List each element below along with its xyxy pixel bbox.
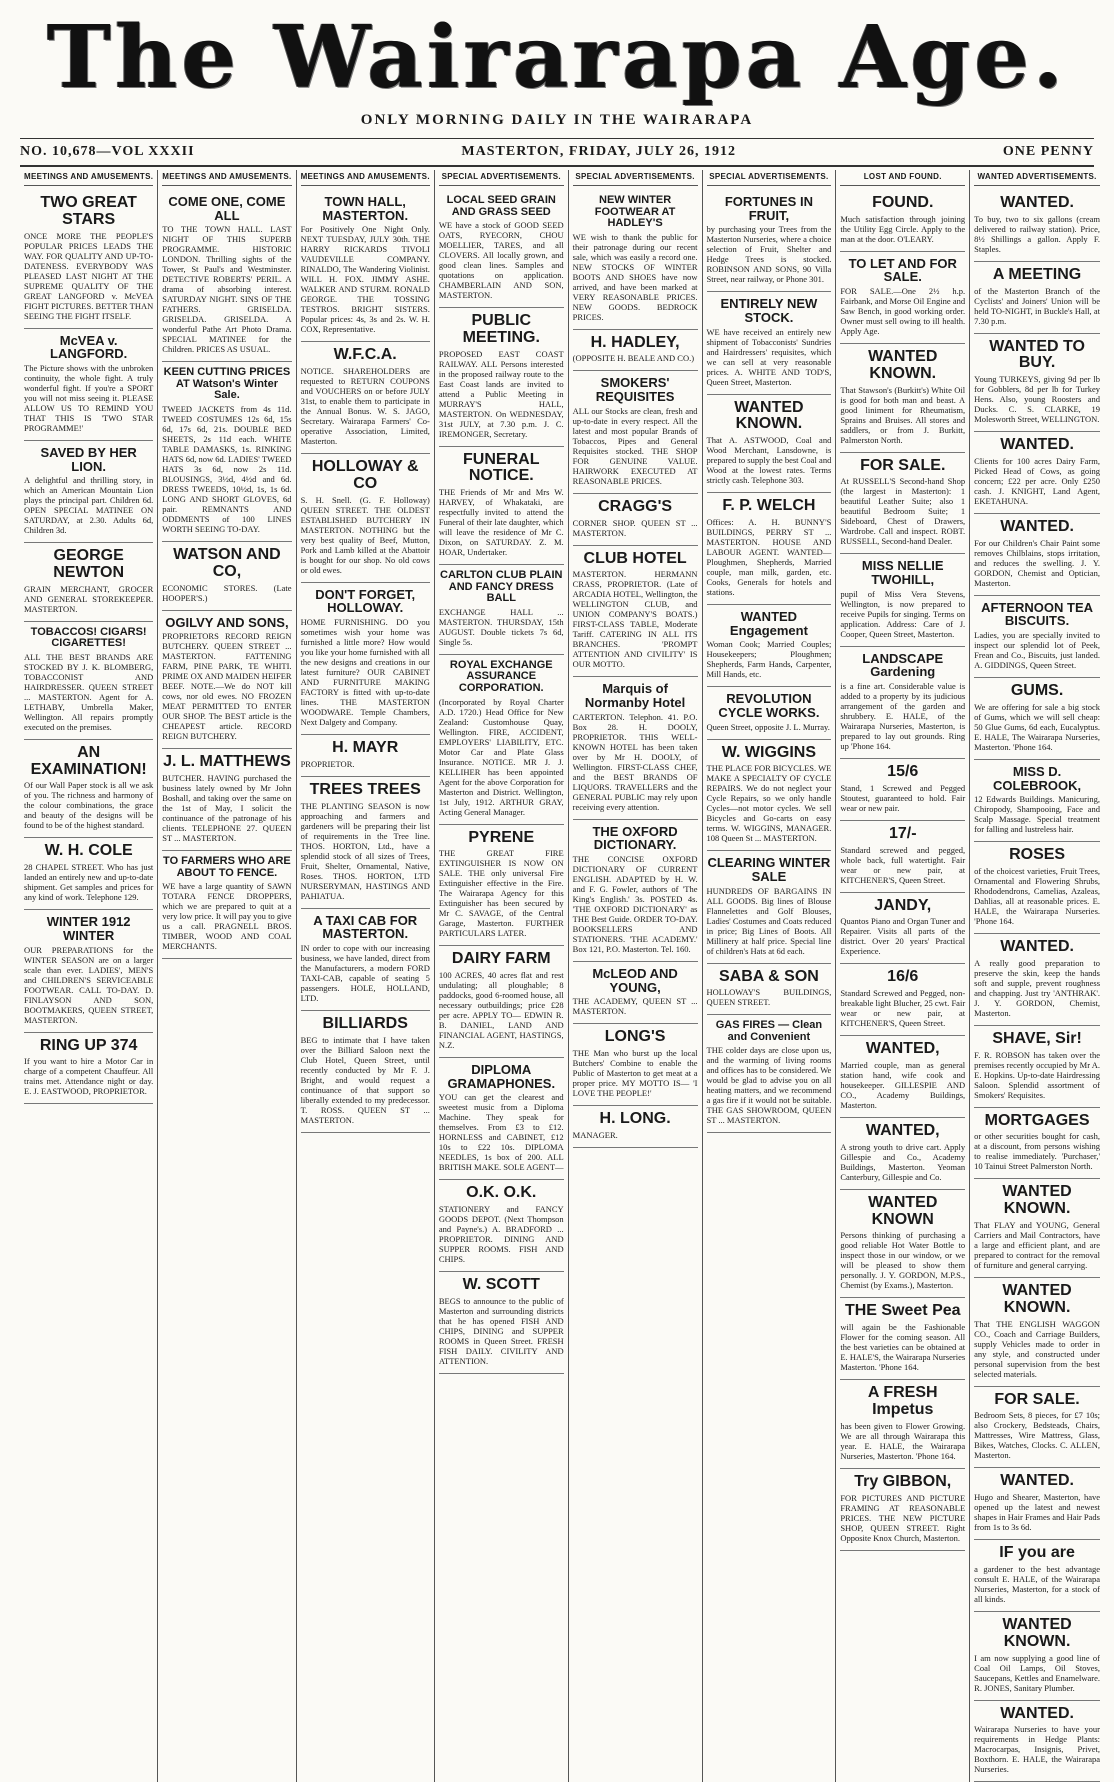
advertisement	[573, 330, 698, 372]
ad-headline: Try GIBBON,	[840, 1474, 965, 1491]
ad-body: PROPRIETORS RECORD REIGN BUTCHERY. QUEEN STREET ... MASTERTON. FATTENING FARM, PINE PARK, TE WHITI. PRIME OX AND MAIDEN HEIFER BEEF. NOTE.—We do NOT kill cows, nor old ewes. NO FROZEN MEAT PERMITTED TO ENTER OUR SHOP. The BEST article is the CHEAPEST article. RECORD REIGN BUTCHERY.	[162, 631, 291, 741]
ad-headline: IF you are	[974, 1545, 1100, 1562]
advertisement	[707, 395, 832, 494]
ad-headline: WANTED TO BUY.	[974, 339, 1100, 373]
ad-body: has been given to Flower Growing. We are all through Wairarapa this year. E. HALE, the Wairarapa Nurseries, Masterton. 'Phone 164.	[840, 1421, 965, 1461]
ad-headline: WANTED KNOWN.	[974, 1184, 1100, 1218]
issue-number: NO. 10,678—VOL XXXII	[20, 144, 195, 160]
advertisement	[24, 190, 153, 329]
advertisement	[974, 678, 1100, 760]
ad-body: I am now supplying a good line of Coal Oil Lamps, Oil Stoves, Saucepans, Kettles and Enamelware. R. JONES, Sanitary Plumber.	[974, 1653, 1100, 1693]
advertisement	[840, 1469, 965, 1551]
advertisement	[24, 622, 153, 740]
ad-headline: CLEARING WINTER SALE	[707, 856, 832, 883]
ad-headline: SABA & SON	[707, 969, 832, 986]
ad-headline: JANDY,	[840, 898, 965, 915]
ad-body: a gardener to the best advantage consult E. HALE, of the Wairarapa Nurseries, Masterton, for a stock of all kinds.	[974, 1564, 1100, 1604]
ad-body: 12 Edwards Buildings. Manicuring, Chiropody, Shampooing, Face and Scalp Massage. Special treatment for falling and lustreless hair.	[974, 794, 1100, 834]
column-heading: MEETINGS AND AMUSEMENTS.	[162, 170, 291, 186]
ad-headline: MISS D. COLEBROOK,	[974, 765, 1100, 792]
advertisement	[840, 554, 965, 646]
advertisement	[840, 1298, 965, 1380]
ad-headline: W.F.C.A.	[301, 347, 430, 364]
newspaper-subtitle: ONLY MORNING DAILY IN THE WAIRARAPA	[0, 112, 1114, 129]
ad-headline: WANTED.	[974, 939, 1100, 956]
ad-body: Stand, 1 Screwed and Pegged Stoutest, guaranteed to hold. Fair wear or new pair.	[840, 783, 965, 813]
advertisement	[301, 777, 430, 909]
advertisement	[840, 759, 965, 821]
ad-body: THE PLANTING SEASON is now approaching and farmers and gardeners will be preparing their list of requirements in the Tree line. THOS. HORTON, Ltd., have a splendid stock of all sizes of Trees, Fruit, Shelter, Ornamental, Native, Roses. THOS. HORTON, LTD NURSERYMAN, HASTINGS AND PAHIATUA.	[301, 801, 430, 901]
ad-body: by purchasing your Trees from the Masterton Nurseries, where a choice selection of Fruit, Shelter and Hedge Trees is stocked. ROBINSON AND SONS, 90 Villa Street, near railway, or Phone 301.	[707, 224, 832, 284]
advertisement	[974, 514, 1100, 596]
ad-body: OUR PREPARATIONS for the WINTER SEASON are on a larger scale than ever. LADIES', MEN'S and CHILDREN'S SERVICEABLE FOOTWEAR. CALL TO-DAY. D. FINLAYSON AND SON, BOOTMAKERS, QUEEN STREET, MASTERTON.	[24, 945, 153, 1025]
advertisement	[24, 910, 153, 1032]
ad-headline: AN EXAMINATION!	[24, 745, 153, 779]
advertisement	[840, 893, 965, 965]
advertisement	[840, 964, 965, 1036]
ad-headline: W. H. COLE	[24, 843, 153, 860]
advertisement	[707, 687, 832, 739]
ad-body: will again be the Fashionable Flower for the coming season. All the best varieties can be obtained at E. HALE'S, the Wairarapa Nurseries Masterton. 'Phone 164.	[840, 1322, 965, 1372]
ad-body: FOR SALE.—One 2½ h.p. Fairbank, and Morse Oil Engine and Saw Bench, in good working order. Owner must sell owing to ill health. Apply Age.	[840, 286, 965, 336]
advertisement	[573, 820, 698, 962]
ad-headline: MORTGAGES	[974, 1113, 1100, 1130]
ad-headline: H. LONG.	[573, 1111, 698, 1128]
ad-headline: OGILVY AND SONS,	[162, 616, 291, 630]
advertisement	[974, 934, 1100, 1026]
ad-body: TWEED JACKETS from 4s 11d. TWEED COSTUMES 12s 6d, 15s 6d, 17s 6d, 21s. DOUBLE BED SHEETS, 2s 11d each. WHITE TABLE DAMASKS, 1s. RINKING HATS 6d, now 6d. LADIES' TWEED HATS 3s 6d, now 2s 11d. BLOUSINGS, 3½d, 4½d and 6d. DRESS TWEEDS, 10½d, 1s, 1s 6d. LONG AND SHORT GLOVES, 6d pair. REMNANTS AND ODDMENTS of 100 LINES WORTH SEEING TO-DAY.	[162, 404, 291, 534]
ad-body: Woman Cook; Married Couples; Housekeepers; Ploughmen; Shepherds, Farm Hands, Carpenter, Mill Hands, etc.	[707, 639, 832, 679]
advertisement	[974, 1278, 1100, 1387]
ad-body: Married couple, man as general station hand, wife cook and housekeeper. GILLESPIE AND CO., Academy Buildings, Masterton.	[840, 1060, 965, 1110]
ad-body: PROPRIETOR.	[301, 759, 430, 769]
ad-body: We are offering for sale a big stock of Gums, which we will sell cheap: 50 Glue Gums, 6d each, Eucalyptus. E. HALE, The Wairarapa Nurseries, Masterton. 'Phone 164.	[974, 702, 1100, 752]
ad-headline: WANTED.	[974, 1706, 1100, 1723]
ad-body: BEG to intimate that I have taken over the Billiard Saloon next the Club Hotel, Queen Street, until recently conducted by Mr F. J. Bright, and would request a continuance of that support so liberally extended to my predecessor. T. ROSS. QUEEN ST ... MASTERTON.	[301, 1035, 430, 1125]
ad-headline: McVEA v. LANGFORD.	[24, 334, 153, 361]
ad-body: The Picture shows with the unbroken continuity, the whole fight. A truly wonderful fight. If you're a SPORT you will not miss seeing it. PLEASE ALLOW US TO REMIND YOU THAT THIS IS 'TWO STAR PROGRAMME!'	[24, 363, 153, 433]
ad-body: Wairarapa Nurseries to have your requirements in Hedge Plants: Macrocarpas, Insignis, Privet, Boxthorn. E. HALE, the Wairarapa Nurseries.	[974, 1724, 1100, 1774]
advertisement	[301, 1011, 430, 1133]
advertisement	[840, 1380, 965, 1469]
ad-headline: TOWN HALL, MASTERTON.	[301, 195, 430, 222]
ad-headline: ROYAL EXCHANGE ASSURANCE CORPORATION.	[439, 660, 564, 695]
ad-headline: BILLIARDS	[301, 1016, 430, 1033]
advertisement	[439, 1058, 564, 1180]
advertisement	[439, 308, 564, 447]
issue-price: ONE PENNY	[1003, 144, 1094, 160]
ad-headline: SHAVE, Sir!	[974, 1031, 1100, 1048]
ad-body: CARTERTON. Telephon. 41. P.O. Box 28. H. DOOLY, PROPRIETOR. THIS WELL-KNOWN HOTEL has been taken over by Mr H. DOOLY, of Wellington. FIRST-CLASS CHEF, and the BEST BRANDS OF LIQUORS. TRAVELLERS and the GENERAL PUBLIC may rely upon receiving every attention.	[573, 712, 698, 812]
ad-headline: WANTED KNOWN	[840, 1195, 965, 1229]
ad-body: FOR PICTURES AND PICTURE FRAMING AT REASONABLE PRICES. THE NEW PICTURE SHOP, QUEEN STREET. Right Opposite Knox Church, Masterton.	[840, 1493, 965, 1543]
ad-body: WE have received an entirely new shipment of Tobacconists' Sundries and Hairdressers' requisites, which we can sell at very reasonable prices. A. WHITE AND TOD'S, Queen Street, Masterton.	[707, 327, 832, 387]
ad-headline: WATSON AND CO,	[162, 547, 291, 581]
ad-headline: FUNERAL NOTICE.	[439, 452, 564, 486]
ad-body: 100 ACRES, 40 acres flat and rest undulating; all ploughable; 8 paddocks, good 6-roomed house, all necessary outbuildings; price £28 per acre. APPLY TO— EDWIN R. B. DANIEL, LAND AND FINANCIAL AGENT, HASTINGS, N.Z.	[439, 970, 564, 1050]
ad-headline: MISS NELLIE TWOHILL,	[840, 559, 965, 586]
ad-headline: 17/-	[840, 826, 965, 843]
ad-headline: FOR SALE.	[974, 1392, 1100, 1409]
advertisement	[439, 655, 564, 825]
advertisement	[707, 851, 832, 963]
ad-body: TO THE TOWN HALL. LAST NIGHT OF THIS SUPERB PROGRAMME. HISTORIC LONDON. Thrilling sights of the Tower, St Paul's and Westminster. DETECTIVE ROBERTS' PERIL. A drama of absorbing interest. SATURDAY NIGHT. SINS OF THE FATHERS. GRISELDA. GRISELDA. GRISELDA. A wonderful Pathe Art Photo Drama. SPECIAL MATINEE for the Children. PRICES AS USUAL.	[162, 224, 291, 354]
advertisement	[24, 329, 153, 441]
column-4	[435, 170, 569, 1782]
ad-headline: WANTED Engagement	[707, 610, 832, 637]
ad-body: or other securities bought for cash, at a discount, from persons wishing to realise immediately. 'Purchaser,' 10 Tainui Street Palmerston North.	[974, 1131, 1100, 1171]
advertisement	[162, 190, 291, 362]
ad-body: Offices: A. H. BUNNY'S BUILDINGS, PERRY ST ... MASTERTON. HOUSE AND LABOUR AGENT. WANTED— Ploughmen, Shepherds, Married couple, man milk, garden, etc. Cooks, Generals for hotels and stations.	[707, 517, 832, 597]
ad-body: Of our Wall Paper stock is all we ask of you. The richness and harmony of the colour combinations, the grace and beauty of the designs will be found to be of the highest standard.	[24, 780, 153, 830]
ad-body: NOTICE. SHAREHOLDERS are requested to RETURN COUPONS and VOUCHERS on or before JULY 31st, to enable them to participate in the Annual Bonus. W. S. JAGO, Secretary. Wairarapa Farmers' Co-operative Association, Limited, Masterton.	[301, 366, 430, 446]
ad-headline: THE OXFORD DICTIONARY.	[573, 825, 698, 852]
ad-body: S. H. Snell. (G. F. Holloway) QUEEN STREET. THE OLDEST ESTABLISHED BUTCHERY IN MASTERTON. NOTHING but the very best quality of Beef, Mutton, Pork and Lamb killed at the Abattoir is bought for our shop. No old cows or old ewes.	[301, 495, 430, 575]
ad-body: ALL our Stocks are clean, fresh and up-to-date in every respect. All the latest and most popular Brands of Tobaccos, Pipes and General Requisites stocked. THE SHOP FOR GENUINE VALUE. HAIRWORK EXECUTED AT REASONABLE PRICES.	[573, 406, 698, 486]
ad-headline: WANTED.	[974, 1473, 1100, 1490]
column-heading: SPECIAL ADVERTISEMENTS.	[573, 170, 698, 186]
ad-headline: DIPLOMA GRAMAPHONES.	[439, 1063, 564, 1090]
ad-headline: H. MAYR	[301, 740, 430, 757]
ad-headline: SMOKERS' REQUISITES	[573, 376, 698, 403]
column-heading: WANTED ADVERTISEMENTS.	[974, 170, 1100, 186]
advertisement	[840, 1118, 965, 1190]
ad-body: of the Masterton Branch of the Cyclists' and Joiners' Union will be held TO-NIGHT, in Buckle's Hall, at 7.30 p.m.	[974, 286, 1100, 326]
ad-body: Standard screwed and pegged, whole back, full watertight. Fair wear or new pair, at KITCHENER'S, Queen Street.	[840, 845, 965, 885]
advertisement	[573, 677, 698, 819]
advertisement	[707, 740, 832, 852]
ad-body: Young TURKEYS, giving 9d per lb for Gobblers, 8d per lb for Turkey Hens. Also, young Roosters and Ducks. C. S. CLARKE, 19 Molesworth Street, WELLINGTON.	[974, 374, 1100, 424]
ad-body: At RUSSELL'S Second-hand Shop (the largest in Masterton): 1 beautiful Leather Suite; also 1 beautiful Bedroom Suite; 1 Sideboard, Chest of Drawers, Wardrobe. Call and inspect. ROBT. RUSSELL, Second-hand Dealer.	[840, 476, 965, 546]
advertisement	[24, 543, 153, 622]
ad-headline: HOLLOWAY & CO	[301, 459, 430, 493]
column-6	[703, 170, 837, 1782]
ad-headline: AFTERNOON TEA BISCUITS.	[974, 601, 1100, 628]
advertisement	[573, 494, 698, 546]
advertisement	[24, 740, 153, 839]
ad-headline: 15/6	[840, 764, 965, 781]
dateline	[20, 138, 1094, 167]
ad-headline: TREES TREES	[301, 782, 430, 799]
advertisement	[707, 292, 832, 394]
advertisement	[974, 432, 1100, 514]
ad-body: WE have a stock of GOOD SEED OATS, RYECORN, CHOU MOELLIER, TARES, and all CLOVERS. All locally grown, and good clean lines. Samples and quotations on application. CHAMBERLAIN AND SON, MASTERTON.	[439, 220, 564, 300]
ad-body: STATIONERY and FANCY GOODS DEPOT. (Next Thompson and Payne's.) A. BRADFORD ... PROPRIETOR. DINING AND SUPPER ROOMS. FISH AND CHIPS.	[439, 1204, 564, 1264]
advertisement	[974, 760, 1100, 842]
advertisement	[974, 1179, 1100, 1278]
advertisement	[24, 1033, 153, 1105]
masthead	[0, 8, 1114, 129]
advertisement	[707, 1015, 832, 1133]
advertisement	[974, 334, 1100, 433]
advertisement	[840, 647, 965, 759]
ad-body: MANAGER.	[573, 1130, 698, 1140]
advertisement	[974, 1540, 1100, 1612]
ad-body: pupil of Miss Vera Stevens, Wellington, is now prepared to receive Pupils for singing. Terms on application. Address: Care of J. Cooper, Queen Street, Masterton.	[840, 589, 965, 639]
column-heading: LOST AND FOUND.	[840, 170, 965, 186]
column-2	[158, 170, 296, 1782]
advertisement	[840, 190, 965, 252]
advertisement	[573, 190, 698, 330]
ad-body: WE have a large quantity of SAWN TOTARA FENCE DROPPERS, which we are prepared to quit at a very low price. It will pay you to give us a call. PRAGNELL BROS. TIMBER, WOOD AND COAL MERCHANTS.	[162, 881, 291, 951]
ad-headline: J. L. MATTHEWS	[162, 754, 291, 771]
advertisement	[439, 565, 564, 655]
ad-body: A really good preparation to preserve the skin, keep the hands soft and supple, prevent roughness and chapping. Just try 'ANTHRAK'. J. Y. GORDON, Chemist, Masterton.	[974, 958, 1100, 1018]
advertisement	[24, 441, 153, 543]
ad-headline: WANTED KNOWN.	[840, 349, 965, 383]
issue-date: MASTERTON, FRIDAY, JULY 26, 1912	[461, 144, 736, 160]
ad-headline: TOBACCOS! CIGARS! CIGARETTES!	[24, 627, 153, 650]
ad-headline: FOR SALE.	[840, 458, 965, 475]
ad-headline: WANTED KNOWN.	[974, 1283, 1100, 1317]
ad-headline: Marquis of Normanby Hotel	[573, 682, 698, 709]
advertisement	[301, 909, 430, 1011]
ad-body: THE Friends of Mr and Mrs W. HARVEY, of Whakataki, are respectfully invited to attend the Funeral of their late daughter, which will leave the residence of Mr C. Dixon, on SATURDAY. Z. M. HOAR, Undertaker.	[439, 487, 564, 557]
ad-headline: LANDSCAPE Gardening	[840, 652, 965, 679]
ad-headline: GEORGE NEWTON	[24, 548, 153, 582]
ad-body: BUTCHER. HAVING purchased the business lately owned by Mr John Boshall, and taking over the same on the 1st of May, I solicit the continuance of the patronage of his clients. TELEPHONE 27. QUEEN ST ... MASTERTON.	[162, 773, 291, 843]
ad-headline: WANTED KNOWN.	[974, 1617, 1100, 1651]
ad-body: That A. ASTWOOD, Coal and Wood Merchant, Lansdowne, is prepared to supply the best Coal and Wood at the lowest rates. Terms strictly cash. Telephone 303.	[707, 435, 832, 485]
ad-body: IN order to cope with our increasing business, we have landed, direct from the Manufacturers, a modern FORD TAXI-CAB, capable of seating 5 passengers. HOLE, HOLLAND, LTD.	[301, 943, 430, 1003]
advertisement	[974, 842, 1100, 934]
advertisement	[301, 454, 430, 583]
ad-body: Bedroom Sets, 8 pieces, for £7 10s; also Crockery, Bedsteads, Chairs, Mattresses, Wire Mattress, Glass, Bikes, Watches, Clocks. C. ALLEN, Masterton.	[974, 1410, 1100, 1460]
advertisement	[24, 838, 153, 910]
ad-headline: WANTED.	[974, 437, 1100, 454]
ad-headline: CARLTON CLUB PLAIN AND FANCY DRESS BALL	[439, 570, 564, 605]
advertisement	[439, 447, 564, 566]
ad-headline: TO FARMERS WHO ARE ABOUT TO FENCE.	[162, 856, 291, 879]
ad-headline: 16/6	[840, 969, 965, 986]
advertisement	[439, 825, 564, 947]
ad-headline: FOUND.	[840, 195, 965, 212]
advertisement	[974, 1026, 1100, 1108]
advertisement	[840, 252, 965, 344]
advertisement	[974, 1387, 1100, 1469]
ad-body: Quantos Piano and Organ Tuner and Repairer. Visits all parts of the district. Over 20 years' Practical Experience.	[840, 916, 965, 956]
ad-headline: ROSES	[974, 847, 1100, 864]
ad-body: ECONOMIC STORES. (Late HOOPER'S.)	[162, 583, 291, 603]
ad-headline: ENTIRELY NEW STOCK.	[707, 297, 832, 324]
ad-headline: W. SCOTT	[439, 1277, 564, 1294]
ad-body: (Incorporated by Royal Charter A.D. 1720.) Head Office for New Zealand: Customhouse Quay, Wellington. FIRE, ACCIDENT, EMPLOYERS' LIABILITY, ETC. Motor Car and Plate Glass Insurance. NOTICE. MR J. J. KELLIHER has been appointed Agent for the above Corporation for Masterton and District. Wellington, 1st July, 1912. ARTHUR GRAY, Acting General Manager.	[439, 697, 564, 817]
advertisement	[974, 1468, 1100, 1540]
advertisement	[301, 190, 430, 342]
column-heading: SPECIAL ADVERTISEMENTS.	[439, 170, 564, 186]
ad-body: For Positively One Night Only. NEXT TUESDAY, JULY 30th. THE HARRY RICKARDS TIVOLI VAUDEVILLE COMPANY. RINALDO, The Wandering Violinist. WILL H. FOX. JIMMY ASHE. WALKER AND STURM. RONALD GEORGE. THE TOSSING TESTROS. BRIGHT SISTERS. Popular prices: 4s, 3s and 2s. W. H. COX, Representative.	[301, 224, 430, 334]
ad-body: HOME FURNISHING. DO you sometimes wish your home was furnished a little more? How would you like your home furnished with all the new designs and creations in our latest furniture? OUR CABINET AND FURNITURE MAKING FACTORY is fitted with up-to-date lines. THE MASTERTON WOODWARE. Temple Chambers, Next Dalgety and Company.	[301, 617, 430, 727]
ad-headline: O.K. O.K.	[439, 1185, 564, 1202]
ad-headline: KEEN CUTTING PRICES AT Watson's Winter Sale.	[162, 367, 291, 402]
ad-body: That THE ENGLISH WAGGON CO., Coach and Carriage Builders, supply Vehicles made to order in any style, and constructed under personal supervision from the best selected materials.	[974, 1319, 1100, 1379]
ad-body: F. R. ROBSON has taken over the premises recently occupied by Mr A. E. Hopkins. Up-to-date Hairdressing Saloon. Splendid assortment of Smokers' Requisites.	[974, 1050, 1100, 1100]
advertisement	[439, 1180, 564, 1272]
ad-body: (OPPOSITE H. BEALE AND CO.)	[573, 353, 698, 363]
advertisement	[439, 190, 564, 308]
advertisement	[707, 964, 832, 1016]
ad-body: To buy, two to six gallons (cream delivered to railway station). Price, 8½ Shillings a gallon. Apply F. Staples.	[974, 214, 1100, 254]
advertisement	[974, 1701, 1100, 1782]
ad-headline: WANTED KNOWN.	[707, 400, 832, 434]
ad-headline: REVOLUTION CYCLE WORKS.	[707, 692, 832, 719]
newspaper-title: The Wairarapa Age.	[0, 8, 1114, 108]
advertisement	[301, 342, 430, 454]
ad-body: THE colder days are close upon us, and the warming of living rooms and offices has to be considered. We would be glad to advise you on all heating matters, and we recommend a gas fire if it would not be suitable. THE GAS SHOWROOM, QUEEN ST ... MASTERTON.	[707, 1045, 832, 1125]
ad-body: EXCHANGE HALL ... MASTERTON. THURSDAY, 15th AUGUST. Double tickets 7s 6d, Single 5s.	[439, 607, 564, 647]
ad-headline: GAS FIRES — Clean and Convenient	[707, 1020, 832, 1043]
advertisement	[840, 344, 965, 453]
ad-body: THE PLACE FOR BICYCLES. WE MAKE A SPECIALTY OF CYCLE REPAIRS. We do not neglect your Cycle Repairs, so we only handle Cycles—not motor cycles. We sell Bicycles and Go-carts on easy terms. W. WIGGINS, MANAGER. 108 Queen St ... MASTERTON.	[707, 763, 832, 843]
ad-body: A strong youth to drive cart. Apply Gillespie and Co., Academy Buildings, Masterton. Yeoman Canterbury, Gillespie and Co.	[840, 1142, 965, 1182]
ad-headline: SAVED BY HER LION.	[24, 446, 153, 473]
ad-headline: WANTED,	[840, 1123, 965, 1140]
ad-body: THE ACADEMY, QUEEN ST ... MASTERTON.	[573, 996, 698, 1016]
ad-headline: TWO GREAT STARS	[24, 195, 153, 229]
ad-headline: COME ONE, COME ALL	[162, 195, 291, 222]
ad-headline: PUBLIC MEETING.	[439, 313, 564, 347]
advertisement	[162, 611, 291, 750]
ad-body: ALL THE BEST BRANDS ARE STOCKED BY J. K. BLOMBERG, TOBACCONIST AND HAIRDRESSER. QUEEN STREET ... MASTERTON. Agent for A. LETHABY, Umbrella Maker, Wellington. All repairs promptly executed on the premises.	[24, 652, 153, 732]
ad-body: Much satisfaction through joining the Utility Egg Circle. Apply to the man at the door. O'LEARY.	[840, 214, 965, 244]
ad-headline: A FRESH Impetus	[840, 1385, 965, 1419]
ad-body: That Stawson's (Burkitt's) White Oil is good for both man and beast. A good liniment for Rheumatism, Sprains and Bruises. All stores and saddlers, or from J. Burkitt, Palmerston North.	[840, 385, 965, 445]
ad-headline: LOCAL SEED GRAIN AND GRASS SEED	[439, 195, 564, 218]
ad-headline: DAIRY FARM	[439, 951, 564, 968]
ad-body: Standard Screwed and Pegged, non-breakable light Blucher, 25 cwt. Fair wear or new pair, at KITCHENER'S, Queen Street.	[840, 988, 965, 1028]
advertisement	[439, 1272, 564, 1374]
advertisement	[301, 735, 430, 777]
column-heading: MEETINGS AND AMUSEMENTS.	[301, 170, 430, 186]
ad-body: If you want to hire a Motor Car in charge of a competent Chauffeur. All trains met. Attendance night or day. E. J. EASTWOOD, PROPRIETOR.	[24, 1056, 153, 1096]
advertisement	[573, 1106, 698, 1148]
ad-body: Persons thinking of purchasing a good reliable Hot Water Bottle to inspect those in our window, or we will be pleased to show them personally. J. Y. GORDON, M.P.S., Chemist (by Exams.), Masterton.	[840, 1230, 965, 1290]
ad-body: BEGS to announce to the public of Masterton and surrounding districts that he has opened FISH AND CHIPS, DINING and SUPPER ROOMS in Queen Street. FRESH FISH DAILY. CIVILITY AND ATTENTION.	[439, 1296, 564, 1366]
column-5	[569, 170, 703, 1782]
ad-body: For our Children's Chair Paint some removes Chilblains, stops irritation, and reduces the swelling. J. Y. GORDON, Chemist and Optician, Masterton.	[974, 538, 1100, 588]
ad-headline: WINTER 1912 WINTER	[24, 915, 153, 942]
advertisement	[974, 596, 1100, 678]
ad-body: Hugo and Shearer, Masterton, have opened up the latest and newest shapes in Hair Frames and Hair Pads from 1s to 3s 6d.	[974, 1492, 1100, 1532]
ad-headline: W. WIGGINS	[707, 745, 832, 762]
ad-headline: WANTED.	[974, 519, 1100, 536]
advertisement	[162, 749, 291, 851]
advertisement	[974, 1108, 1100, 1180]
ad-headline: F. P. WELCH	[707, 498, 832, 515]
ad-headline: A MEETING	[974, 267, 1100, 284]
advertisement	[162, 851, 291, 959]
ad-headline: NEW WINTER FOOTWEAR AT HADLEY'S	[573, 195, 698, 230]
advertisement	[974, 190, 1100, 262]
ad-body: THE GREAT FIRE EXTINGUISHER IS NOW ON SALE. THE only universal Fire Extinguisher effective in the Fire. The Wairarapa Agency for this Extinguisher has been secured by Mr C. SAVAGE, of the Central Garage, Masterton. FURTHER PARTICULARS LATER.	[439, 848, 564, 938]
ad-headline: PYRENE	[439, 830, 564, 847]
column-1	[20, 170, 158, 1782]
ad-body: Clients for 100 acres Dairy Farm, Picked Head of Cows, as going concern; £22 per acre. Only £250 cash. J. KNIGHT, Land Agent, EKETAHUNA.	[974, 456, 1100, 506]
ad-body: HOLLOWAY'S BUILDINGS, QUEEN STREET.	[707, 987, 832, 1007]
ad-body: PROPOSED EAST COAST RAILWAY. ALL Persons interested in the proposed railway route to the East Coast lands are invited to attend a Public Meeting in MURRAY'S HALL, MASTERTON. On WEDNESDAY, 31st JULY, at 7.30 p.m. J. C. IREMONGER, Secretary.	[439, 349, 564, 439]
ad-headline: RING UP 374	[24, 1038, 153, 1055]
ad-body: Ladies, you are specially invited to inspect our splendid lot of Peek, Frean and Co., Biscuits, just landed. A. GIDDINGS, Queen Street.	[974, 630, 1100, 670]
ad-headline: CRAGG'S	[573, 499, 698, 516]
ad-body: A delightful and thrilling story, in which an American Mountain Lion plays the principal part. Children 6d. OPEN SPECIAL MATINEE ON SATURDAY, at 2.30. Adults 6d, Children 3d.	[24, 475, 153, 535]
ad-body: of the choicest varieties, Fruit Trees, Ornamental and Flowering Shrubs, Rhododendrons, Camelias, Azaleas, Dahlias, all at reasonable prices. E. HALE, the Wairarapa Nurseries. 'Phone 164.	[974, 866, 1100, 926]
ad-body: MASTERTON. HERMANN CRASS, PROPRIETOR. (Late of ARCADIA HOTEL, Wellington, the WELLINGTON CLUB, and UNION COMPANY'S BOATS.) FIRST-CLASS TABLE, Moderate Tariff. CATERING IN ALL ITS BRANCHES. 'PROMPT ATTENTION AND CIVILITY' IS OUR MOTTO.	[573, 569, 698, 669]
ad-body: is a fine art. Considerable value is added to a property by its judicious arrangement of the garden and shrubbery. E. HALE, of the Wairarapa Nurseries, Masterton, is prepared to lay out grounds. Ring up 'Phone 164.	[840, 681, 965, 751]
advertisement	[840, 453, 965, 555]
advertisement	[707, 493, 832, 605]
ad-body: WE wish to thank the public for their patronage during our recent sale, which was easily a record one. NEW STOCKS OF WINTER BOOTS AND SHOES have now arrived, and have been marked at VERY REASONABLE PRICES. NEW GOODS. BEDROCK PRICES.	[573, 232, 698, 322]
column-3	[297, 170, 435, 1782]
columns-area	[20, 170, 1104, 1496]
advertisement	[974, 262, 1100, 334]
advertisement	[974, 1612, 1100, 1701]
advertisement	[573, 371, 698, 493]
ad-body: CORNER SHOP. QUEEN ST ... MASTERTON.	[573, 518, 698, 538]
ad-body: GRAIN MERCHANT, GROCER AND GENERAL STOREKEEPER. MASTERTON.	[24, 584, 153, 614]
ad-headline: DON'T FORGET, HOLLOWAY.	[301, 588, 430, 615]
ad-body: THE Man who burst up the local Butchers' Combine to enable the Public of Masterton to get meat at a proper price. MY MOTTO IS— 'I LOVE THE PEOPLE!'	[573, 1048, 698, 1098]
ad-headline: WANTED,	[840, 1041, 965, 1058]
ad-body: THE CONCISE OXFORD DICTIONARY OF CURRENT ENGLISH. ADAPTED by H. W. and F. G. Fowler, authors of 'The King's English.' 3s. POSTED 4s. 'THE OXFORD DICTIONARY' as THE Best Guide. ORDER TO-DAY. BOOKSELLERS AND STATIONERS. 'THE ACADEMY.' Box 121, P.O. Masterton. Tel. 160.	[573, 854, 698, 954]
ad-headline: LONG'S	[573, 1029, 698, 1046]
ad-headline: FORTUNES IN FRUIT,	[707, 195, 832, 222]
ad-body: That FLAY and YOUNG, General Carriers and Mail Contractors, have a large and efficient plant, and are prepared to contract for the removal of furniture and general carrying.	[974, 1220, 1100, 1270]
ad-headline: WANTED.	[974, 195, 1100, 212]
advertisement	[707, 605, 832, 687]
advertisement	[573, 962, 698, 1024]
advertisement	[573, 546, 698, 678]
ad-headline: CLUB HOTEL	[573, 551, 698, 568]
ad-headline: THE Sweet Pea	[840, 1303, 965, 1320]
column-8	[970, 170, 1104, 1782]
ad-body: YOU can get the clearest and sweetest music from a Diploma Machine. They speak for themselves. From £3 to £12. HORNLESS and CABINET, £12 10s to £22 10s. DIPLOMA NEEDLES, 1s box of 200. ALL BRITISH MAKE. SOLE AGENT—	[439, 1092, 564, 1172]
column-7	[836, 170, 970, 1782]
ad-body: HUNDREDS OF BARGAINS IN ALL GOODS. Big lines of Blouse Flannelettes and Golf Blouses, Ladies' Costumes and Coats reduced in price; Big Lines of Boots. All Millinery at half price. Special line of children's Hats at 6d each.	[707, 886, 832, 956]
advertisement	[162, 362, 291, 542]
advertisement	[840, 1190, 965, 1299]
advertisement	[707, 190, 832, 292]
advertisement	[162, 542, 291, 611]
advertisement	[301, 583, 430, 735]
column-heading: SPECIAL ADVERTISEMENTS.	[707, 170, 832, 186]
ad-body: ONCE MORE THE PEOPLE'S POPULAR PRICES LEADS THE WAY. FOR QUALITY AND UP-TO-DATENESS. EVERYBODY WAS PLEASED LAST NIGHT AT THE SUPREME QUALITY OF THE GREAT LANGFORD v. McVEA FIGHT PICTURES. BETTER THAN SEEING THE FIGHT ITSELF.	[24, 231, 153, 321]
ad-headline: GUMS.	[974, 683, 1100, 700]
ad-headline: H. HADLEY,	[573, 335, 698, 352]
advertisement	[840, 821, 965, 893]
advertisement	[573, 1024, 698, 1106]
ad-headline: A TAXI CAB FOR MASTERTON.	[301, 914, 430, 941]
ad-body: Queen Street, opposite J. L. Murray.	[707, 722, 832, 732]
ad-headline: McLEOD AND YOUNG,	[573, 967, 698, 994]
advertisement	[840, 1036, 965, 1118]
column-heading: MEETINGS AND AMUSEMENTS.	[24, 170, 153, 186]
advertisement	[439, 946, 564, 1058]
ad-body: 28 CHAPEL STREET. Who has just landed an entirely new and up-to-date shipment. Get samples and prices for any kind of work. Telephone 129.	[24, 862, 153, 902]
ad-headline: TO LET AND FOR SALE.	[840, 257, 965, 284]
